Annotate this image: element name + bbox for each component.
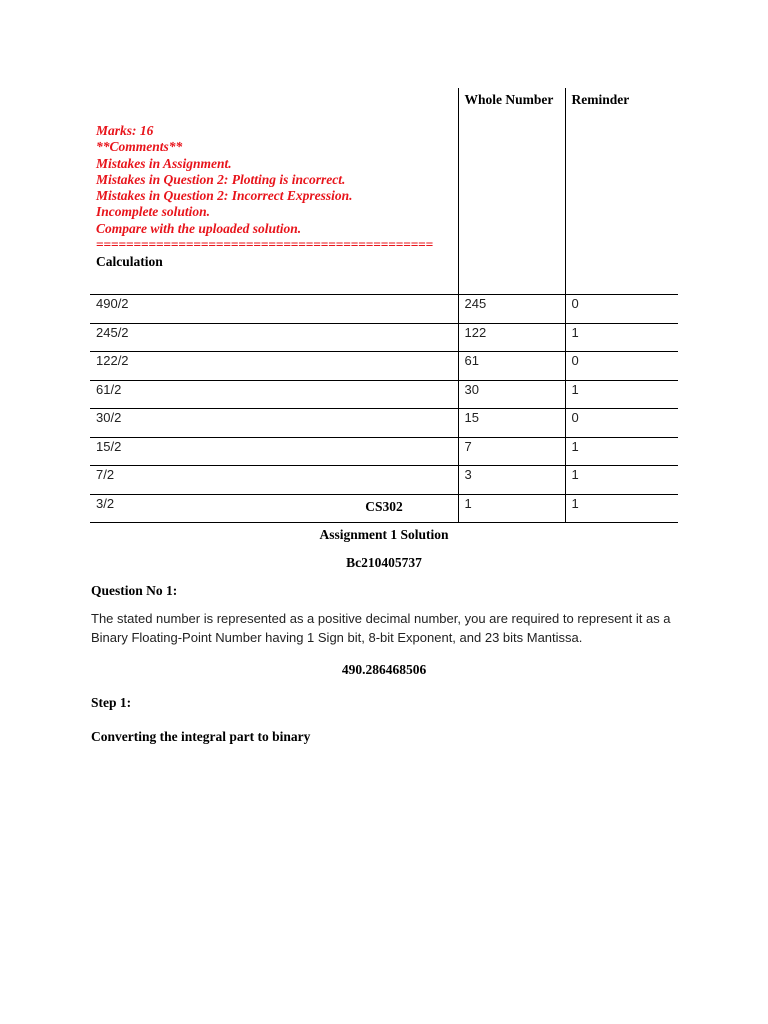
table-row (90, 352, 678, 381)
table-header-row (90, 88, 678, 295)
calc-cell: 15/2 (90, 437, 458, 466)
header-calculation-cell (90, 88, 458, 295)
rem-cell: 1 (565, 437, 678, 466)
rem-cell: 1 (565, 380, 678, 409)
whole-cell: 122 (458, 323, 565, 352)
comment-line: Incomplete solution. (96, 204, 211, 220)
comment-line: Mistakes in Assignment. (96, 155, 232, 171)
rem-cell: 1 (565, 466, 678, 495)
decimal-number: 490.286468506 (341, 662, 427, 677)
comment-separator: ============================================= (96, 237, 434, 253)
rem-cell: 1 (565, 494, 678, 523)
rem-cell: 1 (565, 323, 678, 352)
comment-line: Mistakes in Question 2: Incorrect Expression. (96, 188, 353, 204)
document-title: Assignment 1 Solution (319, 527, 449, 542)
table-row (90, 323, 678, 352)
binary-conversion-table (90, 88, 678, 523)
calc-cell: 490/2 (90, 295, 458, 324)
calc-cell: 30/2 (90, 409, 458, 438)
step-heading: Step 1: (91, 695, 132, 710)
whole-cell: 61 (458, 352, 565, 381)
table-row (90, 409, 678, 438)
comment-line: Compare with the uploaded solution. (96, 220, 302, 236)
question-text-line: The stated number is represented as a positive decimal number, you are required to represent it as a (91, 611, 671, 626)
comment-line: Mistakes in Question 2: Plotting is incorrect. (96, 171, 346, 187)
question-heading: Question No 1: (91, 583, 178, 598)
table-row (90, 437, 678, 466)
comment-marks: Marks: 16 (96, 123, 154, 138)
grader-comments (96, 123, 452, 253)
calculation-label: Calculation (96, 254, 163, 270)
table-row (90, 466, 678, 495)
rem-cell: 0 (565, 409, 678, 438)
student-id: Bc210405737 (346, 555, 422, 570)
table-row (90, 380, 678, 409)
whole-cell: 245 (458, 295, 565, 324)
course-code: CS302 (365, 499, 403, 514)
step-description: Converting the integral part to binary (91, 729, 311, 744)
whole-cell: 7 (458, 437, 565, 466)
question-text (91, 609, 691, 647)
question-text-line: Binary Floating-Point Number having 1 Sign bit, 8-bit Exponent, and 23 bits Mantissa. (91, 630, 583, 645)
calc-cell: 7/2 (90, 466, 458, 495)
rem-cell: 0 (565, 295, 678, 324)
header-reminder: Reminder (565, 88, 678, 295)
calc-cell: 3/2 (90, 494, 458, 523)
whole-cell: 3 (458, 466, 565, 495)
calc-cell: 122/2 (90, 352, 458, 381)
header-whole-number: Whole Number (458, 88, 565, 295)
whole-cell: 15 (458, 409, 565, 438)
rem-cell: 0 (565, 352, 678, 381)
calc-cell: 245/2 (90, 323, 458, 352)
whole-cell: 1 (458, 494, 565, 523)
comment-heading: **Comments** (96, 139, 183, 155)
table-row (90, 295, 678, 324)
whole-cell: 30 (458, 380, 565, 409)
calc-cell: 61/2 (90, 380, 458, 409)
